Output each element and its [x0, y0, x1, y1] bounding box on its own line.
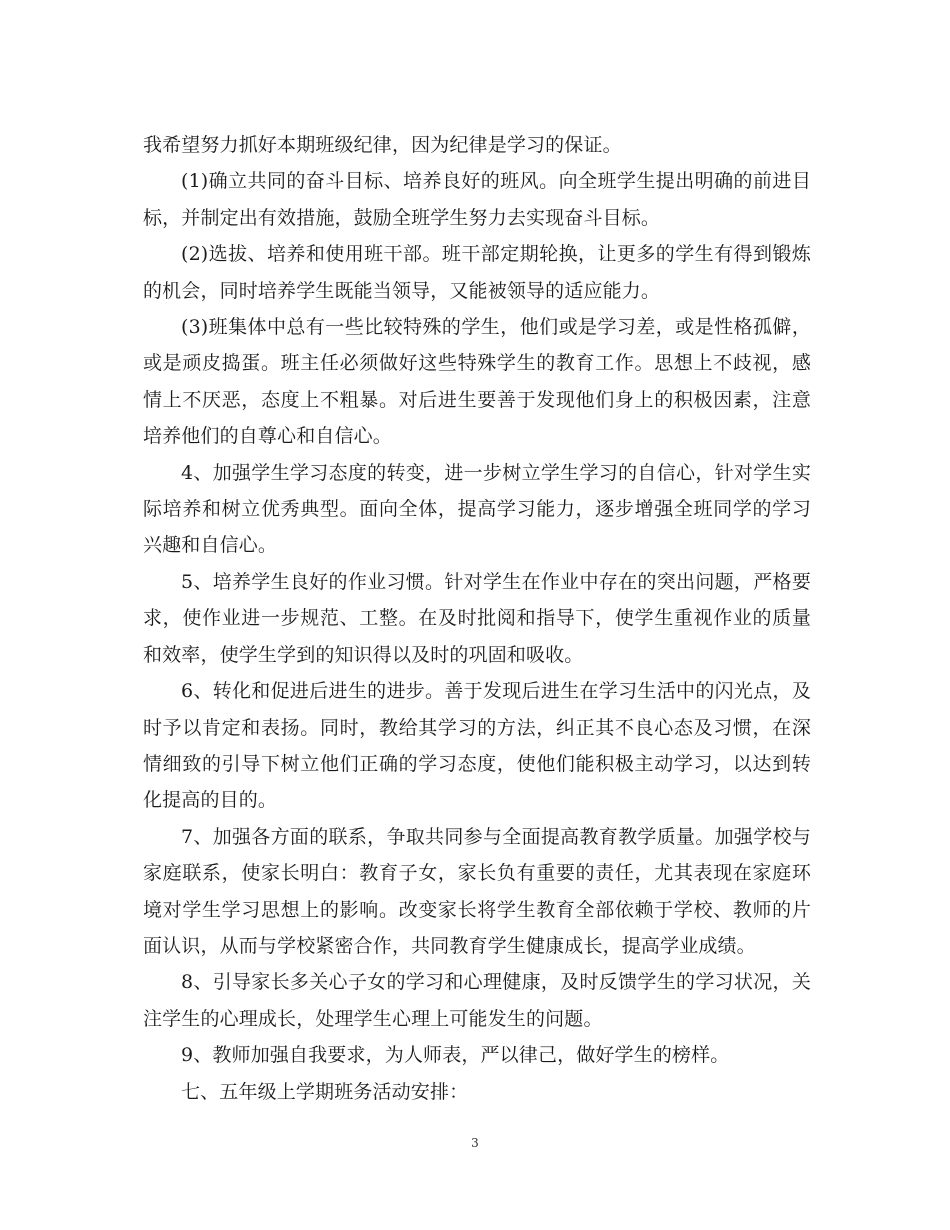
- paragraph-point-7: 7、加强各方面的联系，争取共同参与全面提高教育教学质量。加强学校与家庭联系，使家长明白：教育子女，家长负有重要的责任，尤其表现在家庭环境对学生学习思想上的影响。改变家长将学生教育全部依赖于学校、教师的片面认识，从而与学校紧密合作，共同教育学生健康成长，提高学业成绩。: [143, 825, 811, 957]
- paragraph-point-5: 5、培养学生良好的作业习惯。针对学生在作业中存在的突出问题，严格要求，使作业进一步规范、工整。在及时批阅和指导下，使学生重视作业的质量和效率，使学生学到的知识得以及时的巩固和吸收。: [143, 570, 811, 666]
- section-heading: 七、五年级上学期班务活动安排：: [181, 1080, 469, 1103]
- paragraph-item-2: (2)选拔、培养和使用班干部。班干部定期轮换，让更多的学生有得到锻炼的机会，同时培养学生既能当领导，又能被领导的适应能力。: [143, 243, 811, 302]
- paragraph-point-8: 8、引导家长多关心子女的学习和心理健康，及时反馈学生的学习状况，关注学生的心理成长，处理学生心理上可能发生的问题。: [143, 971, 811, 1030]
- page-number: 3: [471, 1136, 479, 1150]
- paragraph-point-6: 6、转化和促进后进生的进步。善于发现后进生在学习生活中的闪光点，及时予以肯定和表扬。同时，教给其学习的方法，纠正其不良心态及习惯，在深情细致的引导下树立他们正确的学习态度，使他们能积极主动学习，以达到转化提高的目的。: [143, 680, 811, 812]
- paragraph-item-1: (1)确立共同的奋斗目标、培养良好的班风。向全班学生提出明确的前进目标，并制定出有效措施，鼓励全班学生努力去实现奋斗目标。: [143, 170, 811, 229]
- paragraph-point-9: 9、教师加强自我要求，为人师表，严以律己，做好学生的榜样。: [181, 1044, 730, 1067]
- paragraph-point-4: 4、加强学生学习态度的转变，进一步树立学生学习的自信心，针对学生实际培养和树立优秀典型。面向全体，提高学习能力，逐步增强全班同学的学习兴趣和自信心。: [143, 461, 811, 557]
- paragraph-item-3: (3)班集体中总有一些比较特殊的学生，他们或是学习差，或是性格孤僻，或是顽皮捣蛋。班主任必须做好这些特殊学生的教育工作。思想上不歧视，感情上不厌恶，态度上不粗暴。对后进生要善于发现他们身上的积极因素，注意培养他们的自尊心和自信心。: [143, 316, 811, 448]
- body-text: [143, 127, 811, 1110]
- paragraph-continuation: 我希望努力抓好本期班级纪律，因为纪律是学习的保证。: [143, 134, 622, 156]
